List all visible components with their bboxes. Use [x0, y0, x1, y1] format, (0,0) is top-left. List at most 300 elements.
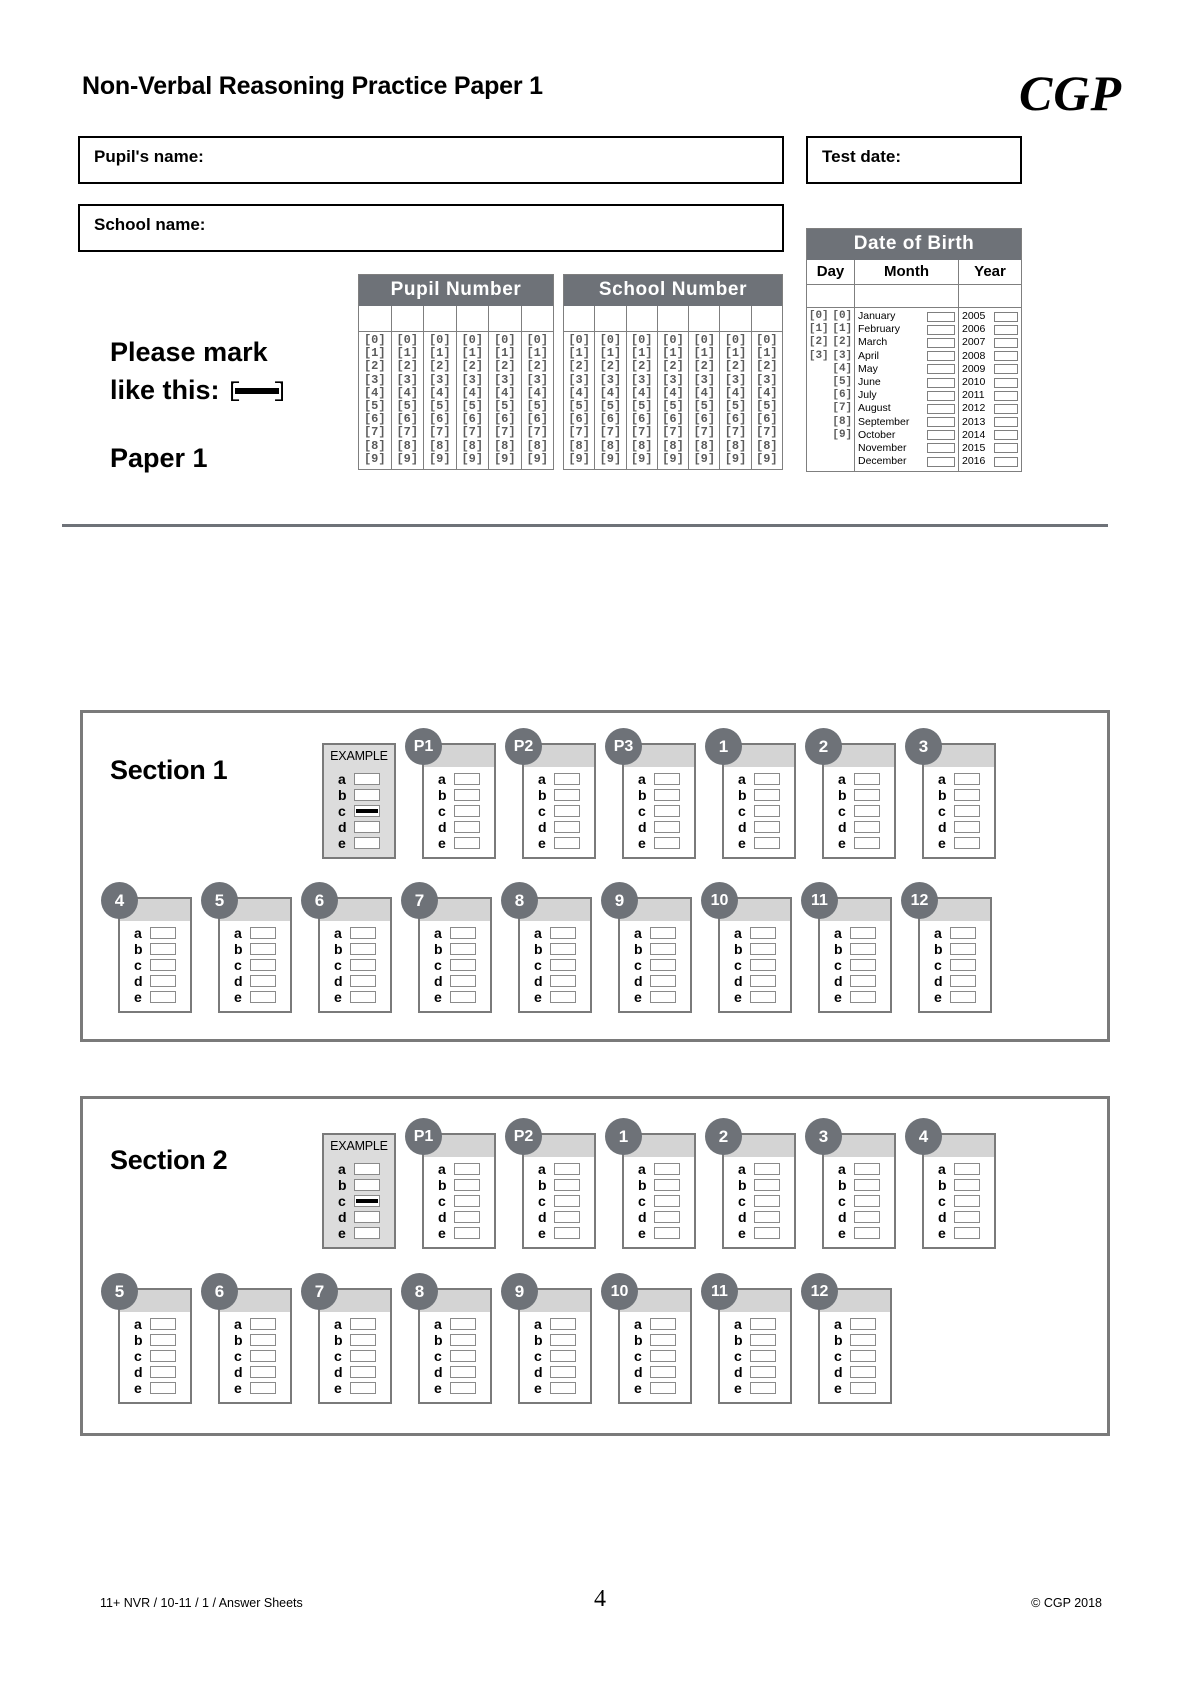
answer-option-row[interactable] — [520, 925, 590, 941]
pupil-number-digit-bubble[interactable]: [1] — [363, 346, 386, 361]
answer-option-row[interactable] — [720, 1348, 790, 1364]
answer-option-row[interactable] — [824, 1193, 894, 1209]
answer-option-box[interactable] — [854, 789, 880, 801]
answer-option-box[interactable] — [650, 943, 676, 955]
answer-option-box[interactable] — [750, 1318, 776, 1330]
answer-option-row[interactable] — [220, 1380, 290, 1396]
answer-option-row[interactable] — [424, 787, 494, 803]
answer-option-row[interactable] — [220, 925, 290, 941]
pupil-number-digit-bubble[interactable]: [7] — [526, 425, 549, 440]
answer-option-box[interactable] — [350, 1318, 376, 1330]
answer-option-row[interactable] — [924, 771, 994, 787]
answer-option-box[interactable] — [450, 1366, 476, 1378]
answer-option-row[interactable] — [420, 989, 490, 1005]
school-number-digit-bubble[interactable]: [1] — [568, 346, 590, 361]
pupil-number-digit-bubble[interactable]: [2] — [396, 359, 419, 374]
pupil-number-digit-bubble[interactable]: [0] — [363, 333, 386, 347]
answer-option-row[interactable] — [220, 1332, 290, 1348]
answer-option-box[interactable] — [150, 927, 176, 939]
dob-day-tens-digit-bubble[interactable]: [2] — [808, 336, 829, 349]
pupil-number-digit-bubble[interactable]: [9] — [363, 451, 386, 466]
answer-option-box[interactable] — [554, 821, 580, 833]
answer-option-box[interactable] — [850, 943, 876, 955]
answer-option-box[interactable] — [350, 1350, 376, 1362]
dob-year-row[interactable] — [959, 363, 1021, 376]
dob-month-bubble[interactable] — [927, 378, 955, 388]
pupil-number-digit-bubble[interactable]: [7] — [428, 425, 451, 440]
answer-option-row[interactable] — [220, 1348, 290, 1364]
pupil-number-col[interactable] — [522, 306, 554, 469]
answer-option-row[interactable] — [624, 1177, 694, 1193]
dob-month-bubble[interactable] — [927, 430, 955, 440]
answer-option-row[interactable] — [620, 941, 690, 957]
answer-option-row[interactable] — [120, 973, 190, 989]
pupil-number-digit-bubble[interactable]: [5] — [363, 399, 386, 414]
school-number-col[interactable] — [564, 306, 595, 469]
dob-day-units-digit-bubble[interactable]: [9] — [832, 428, 853, 441]
answer-option-box[interactable] — [954, 837, 980, 849]
answer-option-box[interactable] — [854, 837, 880, 849]
answer-option-row[interactable] — [420, 1380, 490, 1396]
answer-option-row[interactable] — [324, 835, 394, 851]
school-number-digit-bubble[interactable]: [3] — [724, 372, 747, 387]
answer-option-row[interactable] — [820, 1380, 890, 1396]
answer-option-row[interactable] — [724, 1161, 794, 1177]
pupil-number-digit-bubble[interactable]: [3] — [396, 372, 419, 387]
answer-option-row[interactable] — [924, 1161, 994, 1177]
answer-option-row[interactable] — [924, 787, 994, 803]
answer-option-box[interactable] — [150, 943, 176, 955]
answer-option-box[interactable] — [250, 927, 276, 939]
answer-option-row[interactable] — [420, 925, 490, 941]
school-number-digit-bubble[interactable]: [6] — [599, 412, 622, 427]
dob-day-tens-digit-bubble[interactable]: [1] — [808, 323, 829, 336]
pupil-number-digit-bubble[interactable]: [0] — [396, 333, 419, 347]
school-number-digit-bubble[interactable]: [2] — [693, 359, 716, 374]
dob-year-bubble[interactable] — [994, 443, 1018, 453]
answer-option-row[interactable] — [624, 819, 694, 835]
answer-option-row[interactable] — [120, 925, 190, 941]
answer-option-box[interactable] — [550, 1382, 576, 1394]
answer-option-row[interactable] — [720, 957, 790, 973]
answer-option-row[interactable] — [520, 1316, 590, 1332]
answer-option-box[interactable] — [850, 927, 876, 939]
school-number-digit-bubble[interactable]: [2] — [756, 359, 778, 374]
school-number-digit-bubble[interactable]: [1] — [756, 346, 778, 361]
answer-option-row[interactable] — [720, 941, 790, 957]
answer-option-row[interactable] — [424, 771, 494, 787]
pupil-number-digit-bubble[interactable]: [8] — [461, 438, 484, 453]
answer-option-box[interactable] — [950, 991, 976, 1003]
dob-year-row[interactable] — [959, 336, 1021, 349]
answer-option-box[interactable] — [454, 1227, 480, 1239]
answer-option-row[interactable] — [920, 973, 990, 989]
answer-option-row[interactable] — [320, 957, 390, 973]
answer-option-box[interactable] — [450, 959, 476, 971]
pupil-number-digit-bubble[interactable]: [7] — [493, 425, 516, 440]
pupil-number-digit-bubble[interactable]: [2] — [428, 359, 451, 374]
school-number-digit-bubble[interactable]: [1] — [599, 346, 622, 361]
dob-year-column[interactable] — [959, 260, 1021, 471]
answer-option-box[interactable] — [354, 837, 380, 849]
answer-option-row[interactable] — [120, 941, 190, 957]
answer-option-box[interactable] — [854, 773, 880, 785]
pupil-number-digit-bubble[interactable]: [7] — [461, 425, 484, 440]
answer-option-row[interactable] — [424, 1225, 494, 1241]
answer-option-box[interactable] — [150, 975, 176, 987]
dob-day-write-cell[interactable] — [807, 285, 854, 308]
dob-month-bubble[interactable] — [927, 364, 955, 374]
answer-option-box[interactable] — [750, 975, 776, 987]
pupil-number-digit-bubble[interactable]: [8] — [396, 438, 419, 453]
dob-year-row[interactable] — [959, 416, 1021, 429]
answer-option-box[interactable] — [554, 789, 580, 801]
answer-option-box[interactable] — [850, 1350, 876, 1362]
dob-month-bubble[interactable] — [927, 338, 955, 348]
answer-option-box[interactable] — [550, 975, 576, 987]
school-number-digit-bubble[interactable]: [6] — [724, 412, 747, 427]
pupil-number-col[interactable] — [392, 306, 425, 469]
answer-option-box[interactable] — [754, 1227, 780, 1239]
school-number-digit-bubble[interactable]: [1] — [724, 346, 747, 361]
answer-option-row[interactable] — [420, 1332, 490, 1348]
answer-option-box[interactable] — [150, 991, 176, 1003]
school-number-digit-bubble[interactable]: [9] — [724, 451, 747, 466]
school-number-digit-bubble[interactable]: [4] — [693, 385, 716, 400]
answer-option-row[interactable] — [320, 1316, 390, 1332]
school-number-digit-bubble[interactable]: [8] — [724, 438, 747, 453]
answer-option-row[interactable] — [820, 973, 890, 989]
answer-option-row[interactable] — [324, 1161, 394, 1177]
answer-option-box[interactable] — [754, 789, 780, 801]
answer-option-row[interactable] — [520, 957, 590, 973]
dob-year-bubble[interactable] — [994, 312, 1018, 322]
answer-option-box[interactable] — [754, 805, 780, 817]
school-number-digit-bubble[interactable]: [8] — [693, 438, 716, 453]
pupil-number-digit-bubble[interactable]: [8] — [428, 438, 451, 453]
dob-month-bubble[interactable] — [927, 351, 955, 361]
answer-option-row[interactable] — [920, 989, 990, 1005]
answer-option-row[interactable] — [424, 1209, 494, 1225]
pupil-number-col[interactable] — [489, 306, 522, 469]
answer-option-row[interactable] — [420, 1316, 490, 1332]
answer-option-box[interactable] — [450, 1350, 476, 1362]
answer-option-row[interactable] — [424, 819, 494, 835]
dob-month-row[interactable] — [855, 442, 958, 455]
pupil-name-field[interactable] — [78, 136, 784, 184]
answer-option-row[interactable] — [620, 1332, 690, 1348]
answer-option-row[interactable] — [620, 1364, 690, 1380]
answer-option-row[interactable] — [620, 1316, 690, 1332]
answer-option-row[interactable] — [820, 957, 890, 973]
dob-month-row[interactable] — [855, 402, 958, 415]
dob-year-write-cell[interactable] — [959, 285, 1021, 308]
pupil-number-digit-bubble[interactable]: [6] — [396, 412, 419, 427]
answer-option-box[interactable] — [550, 991, 576, 1003]
answer-option-row[interactable] — [120, 1332, 190, 1348]
answer-option-row[interactable] — [924, 1193, 994, 1209]
dob-year-row[interactable] — [959, 323, 1021, 336]
answer-option-row[interactable] — [520, 973, 590, 989]
pupil-number-digit-bubble[interactable]: [6] — [428, 412, 451, 427]
answer-option-row[interactable] — [624, 803, 694, 819]
pupil-number-digit-bubble[interactable]: [8] — [363, 438, 386, 453]
school-number-write-cell[interactable] — [658, 306, 688, 332]
school-number-digit-bubble[interactable]: [4] — [630, 385, 653, 400]
school-number-digit-bubble[interactable]: [0] — [724, 333, 747, 347]
answer-option-row[interactable] — [824, 819, 894, 835]
dob-year-bubble[interactable] — [994, 364, 1018, 374]
dob-day-units-digit-bubble[interactable]: [6] — [832, 389, 853, 402]
dob-year-row[interactable] — [959, 455, 1021, 468]
school-number-digit-bubble[interactable]: [4] — [662, 385, 684, 400]
school-number-digit-bubble[interactable]: [9] — [568, 451, 590, 466]
answer-option-row[interactable] — [424, 1161, 494, 1177]
pupil-number-digit-bubble[interactable]: [2] — [363, 359, 386, 374]
pupil-number-digit-bubble[interactable]: [7] — [363, 425, 386, 440]
school-number-digit-bubble[interactable]: [0] — [568, 333, 590, 347]
school-number-digit-bubble[interactable]: [5] — [662, 399, 684, 414]
answer-option-box[interactable] — [354, 1227, 380, 1239]
answer-option-box[interactable] — [654, 1179, 680, 1191]
answer-option-box[interactable] — [650, 975, 676, 987]
answer-option-box[interactable] — [750, 991, 776, 1003]
answer-option-box[interactable] — [650, 1382, 676, 1394]
pupil-number-col[interactable] — [359, 306, 392, 469]
answer-option-row[interactable] — [524, 1193, 594, 1209]
answer-option-box[interactable] — [654, 805, 680, 817]
answer-option-box[interactable] — [754, 1195, 780, 1207]
dob-year-row[interactable] — [959, 310, 1021, 323]
pupil-number-digit-bubble[interactable]: [5] — [526, 399, 549, 414]
answer-option-row[interactable] — [724, 787, 794, 803]
pupil-number-digit-bubble[interactable]: [0] — [526, 333, 549, 347]
school-number-digit-bubble[interactable]: [8] — [630, 438, 653, 453]
answer-option-box[interactable] — [150, 1318, 176, 1330]
dob-month-row[interactable] — [855, 310, 958, 323]
pupil-number-digit-bubble[interactable]: [0] — [461, 333, 484, 347]
school-number-write-cell[interactable] — [689, 306, 719, 332]
pupil-number-digit-bubble[interactable]: [9] — [526, 451, 549, 466]
answer-option-row[interactable] — [624, 1193, 694, 1209]
dob-month-row[interactable] — [855, 376, 958, 389]
answer-option-row[interactable] — [924, 803, 994, 819]
pupil-number-digit-bubble[interactable]: [6] — [461, 412, 484, 427]
dob-month-row[interactable] — [855, 455, 958, 468]
answer-option-row[interactable] — [724, 1209, 794, 1225]
answer-option-box[interactable] — [650, 927, 676, 939]
dob-year-bubble[interactable] — [994, 338, 1018, 348]
answer-option-box[interactable] — [454, 1211, 480, 1223]
answer-option-box[interactable] — [250, 991, 276, 1003]
answer-option-box[interactable] — [954, 1163, 980, 1175]
answer-option-box[interactable] — [450, 1382, 476, 1394]
dob-year-row[interactable] — [959, 376, 1021, 389]
pupil-number-digit-bubble[interactable]: [9] — [428, 451, 451, 466]
answer-option-box[interactable] — [954, 789, 980, 801]
answer-option-box[interactable] — [550, 1334, 576, 1346]
answer-option-row[interactable] — [220, 1364, 290, 1380]
answer-option-box[interactable] — [354, 789, 380, 801]
answer-option-box[interactable] — [950, 959, 976, 971]
answer-option-box[interactable] — [150, 1350, 176, 1362]
school-number-digit-bubble[interactable]: [8] — [599, 438, 622, 453]
answer-option-row[interactable] — [824, 803, 894, 819]
school-number-digit-bubble[interactable]: [3] — [756, 372, 778, 387]
pupil-number-digit-bubble[interactable]: [5] — [493, 399, 516, 414]
answer-option-box[interactable] — [250, 959, 276, 971]
answer-option-row[interactable] — [120, 1364, 190, 1380]
pupil-number-digit-bubble[interactable]: [5] — [396, 399, 419, 414]
answer-option-box[interactable] — [250, 943, 276, 955]
school-number-digit-bubble[interactable]: [2] — [599, 359, 622, 374]
answer-option-box[interactable] — [854, 1195, 880, 1207]
school-number-col[interactable] — [627, 306, 658, 469]
answer-option-box[interactable] — [454, 1163, 480, 1175]
school-number-digit-bubble[interactable]: [8] — [568, 438, 590, 453]
school-number-digit-bubble[interactable]: [7] — [724, 425, 747, 440]
pupil-number-digit-bubble[interactable]: [3] — [428, 372, 451, 387]
dob-month-write-cell[interactable] — [855, 285, 958, 308]
school-number-col[interactable] — [752, 306, 782, 469]
pupil-number-digit-bubble[interactable]: [1] — [461, 346, 484, 361]
school-number-digit-bubble[interactable]: [5] — [693, 399, 716, 414]
answer-option-row[interactable] — [724, 803, 794, 819]
answer-option-box[interactable] — [954, 821, 980, 833]
answer-option-row[interactable] — [424, 835, 494, 851]
answer-option-row[interactable] — [120, 957, 190, 973]
dob-day-column[interactable] — [807, 260, 855, 471]
answer-option-row[interactable] — [920, 925, 990, 941]
answer-option-box[interactable] — [654, 821, 680, 833]
answer-option-row[interactable] — [720, 1364, 790, 1380]
pupil-number-write-cell[interactable] — [522, 306, 554, 332]
pupil-number-digit-bubble[interactable]: [1] — [428, 346, 451, 361]
school-number-digit-bubble[interactable]: [3] — [630, 372, 653, 387]
answer-option-row[interactable] — [324, 803, 394, 819]
school-number-col[interactable] — [595, 306, 626, 469]
answer-option-row[interactable] — [924, 1225, 994, 1241]
answer-option-box[interactable] — [350, 1382, 376, 1394]
answer-option-row[interactable] — [624, 1209, 694, 1225]
answer-option-box[interactable] — [654, 789, 680, 801]
school-number-digit-bubble[interactable]: [2] — [662, 359, 684, 374]
pupil-number-digit-bubble[interactable]: [4] — [396, 385, 419, 400]
pupil-number-digit-bubble[interactable]: [9] — [461, 451, 484, 466]
school-number-digit-bubble[interactable]: [6] — [756, 412, 778, 427]
answer-option-row[interactable] — [820, 1332, 890, 1348]
school-number-digit-bubble[interactable]: [0] — [630, 333, 653, 347]
answer-option-row[interactable] — [820, 989, 890, 1005]
answer-option-row[interactable] — [520, 989, 590, 1005]
answer-option-row[interactable] — [524, 819, 594, 835]
answer-option-box[interactable] — [554, 1179, 580, 1191]
answer-option-row[interactable] — [420, 957, 490, 973]
answer-option-box[interactable] — [550, 1318, 576, 1330]
pupil-number-digit-bubble[interactable]: [0] — [428, 333, 451, 347]
answer-option-box[interactable] — [554, 1227, 580, 1239]
answer-option-row[interactable] — [220, 941, 290, 957]
answer-option-row[interactable] — [924, 1177, 994, 1193]
school-number-digit-bubble[interactable]: [0] — [756, 333, 778, 347]
answer-option-row[interactable] — [724, 819, 794, 835]
answer-option-box[interactable] — [650, 991, 676, 1003]
answer-option-box[interactable] — [850, 1366, 876, 1378]
answer-option-box[interactable] — [750, 1366, 776, 1378]
answer-option-box[interactable] — [150, 959, 176, 971]
answer-option-row[interactable] — [724, 835, 794, 851]
answer-option-row[interactable] — [324, 771, 394, 787]
answer-option-row[interactable] — [820, 1348, 890, 1364]
answer-option-box[interactable] — [750, 1350, 776, 1362]
answer-option-row[interactable] — [524, 1161, 594, 1177]
answer-option-box[interactable] — [950, 927, 976, 939]
school-number-digit-bubble[interactable]: [1] — [630, 346, 653, 361]
dob-month-row[interactable] — [855, 336, 958, 349]
answer-option-box[interactable] — [850, 975, 876, 987]
pupil-number-digit-bubble[interactable]: [3] — [461, 372, 484, 387]
dob-year-bubble[interactable] — [994, 404, 1018, 414]
answer-option-box[interactable] — [450, 975, 476, 987]
pupil-number-digit-bubble[interactable]: [3] — [526, 372, 549, 387]
answer-option-box[interactable] — [850, 959, 876, 971]
school-number-digit-bubble[interactable]: [7] — [662, 425, 684, 440]
answer-option-box[interactable] — [854, 1211, 880, 1223]
answer-option-row[interactable] — [620, 989, 690, 1005]
school-number-digit-bubble[interactable]: [7] — [599, 425, 622, 440]
answer-option-box[interactable] — [354, 773, 380, 785]
pupil-number-digit-bubble[interactable]: [9] — [396, 451, 419, 466]
answer-option-row[interactable] — [220, 973, 290, 989]
answer-option-box[interactable] — [150, 1334, 176, 1346]
answer-option-row[interactable] — [724, 1193, 794, 1209]
pupil-number-digit-bubble[interactable]: [6] — [493, 412, 516, 427]
pupil-number-digit-bubble[interactable]: [4] — [363, 385, 386, 400]
answer-option-box[interactable] — [250, 1334, 276, 1346]
answer-option-box[interactable] — [550, 927, 576, 939]
school-number-digit-bubble[interactable]: [2] — [630, 359, 653, 374]
school-number-digit-bubble[interactable]: [6] — [568, 412, 590, 427]
answer-option-row[interactable] — [720, 1316, 790, 1332]
dob-year-row[interactable] — [959, 389, 1021, 402]
dob-month-column[interactable] — [855, 260, 959, 471]
school-number-digit-bubble[interactable]: [3] — [568, 372, 590, 387]
answer-option-box[interactable] — [850, 1382, 876, 1394]
pupil-number-digit-bubble[interactable]: [1] — [396, 346, 419, 361]
answer-option-box[interactable] — [350, 1334, 376, 1346]
answer-option-row[interactable] — [620, 925, 690, 941]
pupil-number-digit-bubble[interactable]: [0] — [493, 333, 516, 347]
answer-option-box[interactable] — [654, 1227, 680, 1239]
dob-day-units-digit-bubble[interactable]: [7] — [832, 402, 853, 415]
school-number-digit-bubble[interactable]: [5] — [599, 399, 622, 414]
answer-option-box[interactable] — [750, 1382, 776, 1394]
answer-option-row[interactable] — [824, 1225, 894, 1241]
answer-option-box[interactable] — [954, 773, 980, 785]
answer-option-box[interactable] — [150, 1366, 176, 1378]
school-number-digit-bubble[interactable]: [0] — [662, 333, 684, 347]
answer-option-box[interactable] — [550, 943, 576, 955]
pupil-number-digit-bubble[interactable]: [8] — [526, 438, 549, 453]
answer-option-row[interactable] — [520, 1348, 590, 1364]
school-number-digit-bubble[interactable]: [5] — [724, 399, 747, 414]
answer-option-box[interactable] — [550, 1366, 576, 1378]
answer-option-row[interactable] — [524, 1225, 594, 1241]
school-number-digit-bubble[interactable]: [6] — [693, 412, 716, 427]
answer-option-row[interactable] — [520, 941, 590, 957]
answer-option-box[interactable] — [554, 1211, 580, 1223]
answer-option-box[interactable] — [354, 1211, 380, 1223]
